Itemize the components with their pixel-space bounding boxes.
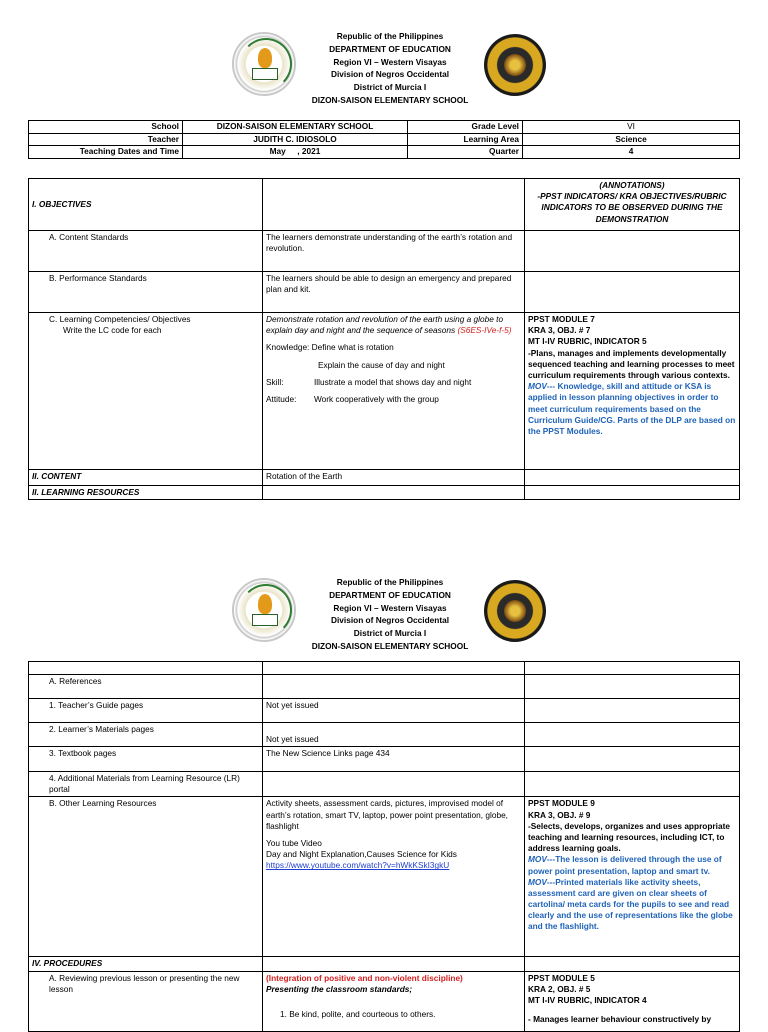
references-value — [263, 675, 525, 699]
additional-materials-annotation — [525, 772, 740, 797]
school-label: School — [29, 121, 183, 134]
lc-text-cell — [263, 313, 525, 470]
resources-section-value — [263, 486, 525, 500]
header-text-2 — [260, 576, 520, 653]
area-label: Learning Area — [408, 133, 523, 146]
school-info-table — [28, 120, 740, 159]
youtube-title: Day and Night Explanation,Causes Science for Kids — [266, 849, 457, 860]
annotations-title: (ANNOTATIONS) — [599, 180, 665, 190]
district-seal-icon-2 — [484, 580, 546, 642]
header2-line-3: Region VI – Western Visayas — [333, 602, 447, 613]
header-line-1: Republic of the Philippines — [336, 31, 444, 41]
header2-line-2: DEPARTMENT OF EDUCATION — [329, 589, 451, 600]
lc-annotation-cell — [525, 313, 740, 470]
district-seal-icon — [484, 34, 546, 96]
lm-value: Not yet issued — [263, 723, 525, 747]
lm-annotation — [525, 723, 740, 747]
references-annotation — [525, 675, 740, 699]
lc-ann-mov: --- Knowledge, skill and attitude or KSA is applied in lesson planning objectives in order to meet curriculum requirements based on the Curriculum Guide/CG. Parts of the DLP are based on the PPST Modules. — [528, 381, 736, 436]
quarter-label: Quarter — [408, 146, 523, 159]
page2-header — [0, 576, 768, 660]
res-ann-mov1-prefix: MOV — [528, 854, 547, 865]
review-ann-indicator: - Manages learner behaviour constructively by — [528, 1014, 712, 1025]
lc-attitude-text: Work cooperatively with the group — [314, 393, 439, 404]
res-ann-mov2-prefix: MOV — [528, 876, 547, 887]
review-annotation — [525, 971, 740, 1031]
grade-label: Grade Level — [408, 121, 523, 134]
lc-skill-label: Skill: — [266, 376, 284, 387]
objectives-label: I. OBJECTIVES — [29, 179, 263, 231]
blank-cell-2 — [263, 662, 525, 675]
dates-value: May , 2021 — [183, 146, 408, 159]
area-value: Science — [523, 133, 740, 146]
review-standards: Presenting the classroom standards; — [266, 983, 413, 994]
teacher-label: Teacher — [29, 133, 183, 146]
header2-line-6: DIZON-SAISON ELEMENTARY SCHOOL — [311, 640, 469, 651]
grade-value: VI — [523, 121, 740, 134]
content-standards-label: A. Content Standards — [29, 231, 263, 272]
page1-header — [0, 30, 768, 114]
objectives-blank — [263, 179, 525, 231]
blank-cell-1 — [29, 662, 263, 675]
content-section-label: II. CONTENT — [29, 470, 263, 486]
review-item-1: 1. Be kind, polite, and courteous to others. — [280, 1008, 436, 1019]
lc-knowledge: Knowledge: Define what is rotation — [266, 342, 394, 353]
lc-label-2: Write the LC code for each — [63, 325, 162, 336]
header2-line-1: Republic of the Philippines — [336, 577, 444, 587]
objectives-table — [28, 178, 740, 500]
res-ann-indicator: -Selects, develops, organizes and uses appropriate teaching and learning resources, including ICT, to address learning goals. — [528, 820, 730, 854]
resources-section-label: II. LEARNING RESOURCES — [29, 486, 263, 500]
performance-standards-annotation — [525, 272, 740, 313]
references-label: A. References — [29, 675, 263, 699]
other-resources-text: Activity sheets, assessment cards, pictures, improvised model of earth’s rotation, smart TV, laptop, power point presentation, globe, flashlight — [266, 798, 508, 831]
lc-label-1: C. Learning Competencies/ Objectives — [49, 314, 191, 324]
review-label: A. Reviewing previous lesson or presenting the new lesson — [29, 971, 263, 1031]
lc-knowledge-2: Explain the cause of day and night — [318, 359, 445, 370]
other-resources-cell — [263, 797, 525, 957]
review-integration: (Integration of positive and non-violent discipline) — [266, 972, 463, 983]
lc-ann-rubric: MT I-IV RUBRIC, INDICATOR 5 — [528, 336, 647, 347]
content-standards-annotation — [525, 231, 740, 272]
res-ann-module: PPST MODULE 9 — [528, 798, 595, 809]
header-text — [260, 30, 520, 107]
lc-attitude-label: Attitude: — [266, 393, 297, 404]
youtube-label: You tube Video — [266, 837, 322, 848]
teacher-value: JUDITH C. IDIOSOLO — [183, 133, 408, 146]
header-line-2: DEPARTMENT OF EDUCATION — [329, 43, 451, 54]
tg-value: Not yet issued — [263, 699, 525, 723]
other-resources-annotation — [525, 797, 740, 957]
header-line-5: District of Murcia I — [353, 82, 427, 93]
lc-competency: Demonstrate rotation and revolution of the earth using a globe to explain day and night and the sequence of seasons — [266, 314, 504, 336]
additional-materials-value — [263, 772, 525, 797]
procedures-value — [263, 957, 525, 971]
review-ann-kra: KRA 2, OBJ. # 5 — [528, 983, 591, 994]
content-standards-text: The learners demonstrate understanding of the earth’s rotation and revolution. — [263, 231, 525, 272]
review-ann-rubric: MT I-IV RUBRIC, INDICATOR 4 — [528, 994, 647, 1005]
lc-ann-indicator: -Plans, manages and implements developmentally sequenced teaching and learning processes to meet curriculum requirements through various contexts. — [528, 347, 735, 380]
tg-annotation — [525, 699, 740, 723]
school-value: DIZON-SAISON ELEMENTARY SCHOOL — [183, 121, 408, 134]
tg-label: 1. Teacher’s Guide pages — [29, 699, 263, 723]
tb-label: 3. Textbook pages — [29, 747, 263, 772]
additional-materials-label: 4. Additional Materials from Learning Resource (LR) portal — [29, 772, 263, 797]
header2-line-4: Division of Negros Occidental — [330, 615, 450, 626]
resources-section-annotation — [525, 486, 740, 500]
lc-code: (S6ES-IVe-f-5) — [457, 325, 512, 336]
annotations-subtitle: -PPST INDICATORS/ KRA OBJECTIVES/RUBRIC INDICATORS TO BE OBSERVED DURING THE DEMONSTRATION — [537, 191, 727, 224]
res-ann-mov2: ---Printed materials like activity sheets, assessment card are given on clear sheets of cartolina/ meta cards for the pupils to see and read clearly and the use of representations like the globe and the flashlight. — [528, 876, 733, 932]
review-cell — [263, 971, 525, 1031]
tb-value: The New Science Links page 434 — [263, 747, 525, 772]
lc-ann-mov-prefix: MOV — [528, 381, 547, 392]
quarter-value: 4 — [523, 146, 740, 159]
lc-label-cell — [29, 313, 263, 470]
youtube-link[interactable]: https://www.youtube.com/watch?v=hWkKSkI3gkU — [266, 860, 450, 871]
review-ann-module: PPST MODULE 5 — [528, 972, 595, 983]
lc-ann-module: PPST MODULE 7 — [528, 314, 595, 324]
procedures-annotation — [525, 957, 740, 971]
lc-skill-text: Illustrate a model that shows day and night — [314, 376, 472, 387]
tb-annotation — [525, 747, 740, 772]
lc-ann-kra: KRA 3, OBJ. # 7 — [528, 325, 591, 336]
other-resources-label: B. Other Learning Resources — [29, 797, 263, 957]
resources-table — [28, 661, 740, 1032]
procedures-label: IV. PROCEDURES — [29, 957, 263, 971]
dates-label: Teaching Dates and Time — [29, 146, 183, 159]
header-line-4: Division of Negros Occidental — [330, 69, 450, 80]
content-section-value: Rotation of the Earth — [263, 470, 525, 486]
blank-cell-3 — [525, 662, 740, 675]
res-ann-mov1: ---The lesson is delivered through the use of power point presentation, laptop and smart tv. — [528, 854, 722, 876]
res-ann-kra: KRA 3, OBJ. # 9 — [528, 809, 591, 820]
performance-standards-text: The learners should be able to design an emergency and prepared plan and kit. — [263, 272, 525, 313]
lm-label: 2. Learner’s Materials pages — [29, 723, 263, 747]
performance-standards-label: B. Performance Standards — [29, 272, 263, 313]
header-line-3: Region VI – Western Visayas — [333, 56, 447, 67]
content-section-annotation — [525, 470, 740, 486]
header2-line-5: District of Murcia I — [353, 628, 427, 639]
header-line-6: DIZON-SAISON ELEMENTARY SCHOOL — [311, 94, 469, 105]
annotations-header — [525, 179, 740, 231]
